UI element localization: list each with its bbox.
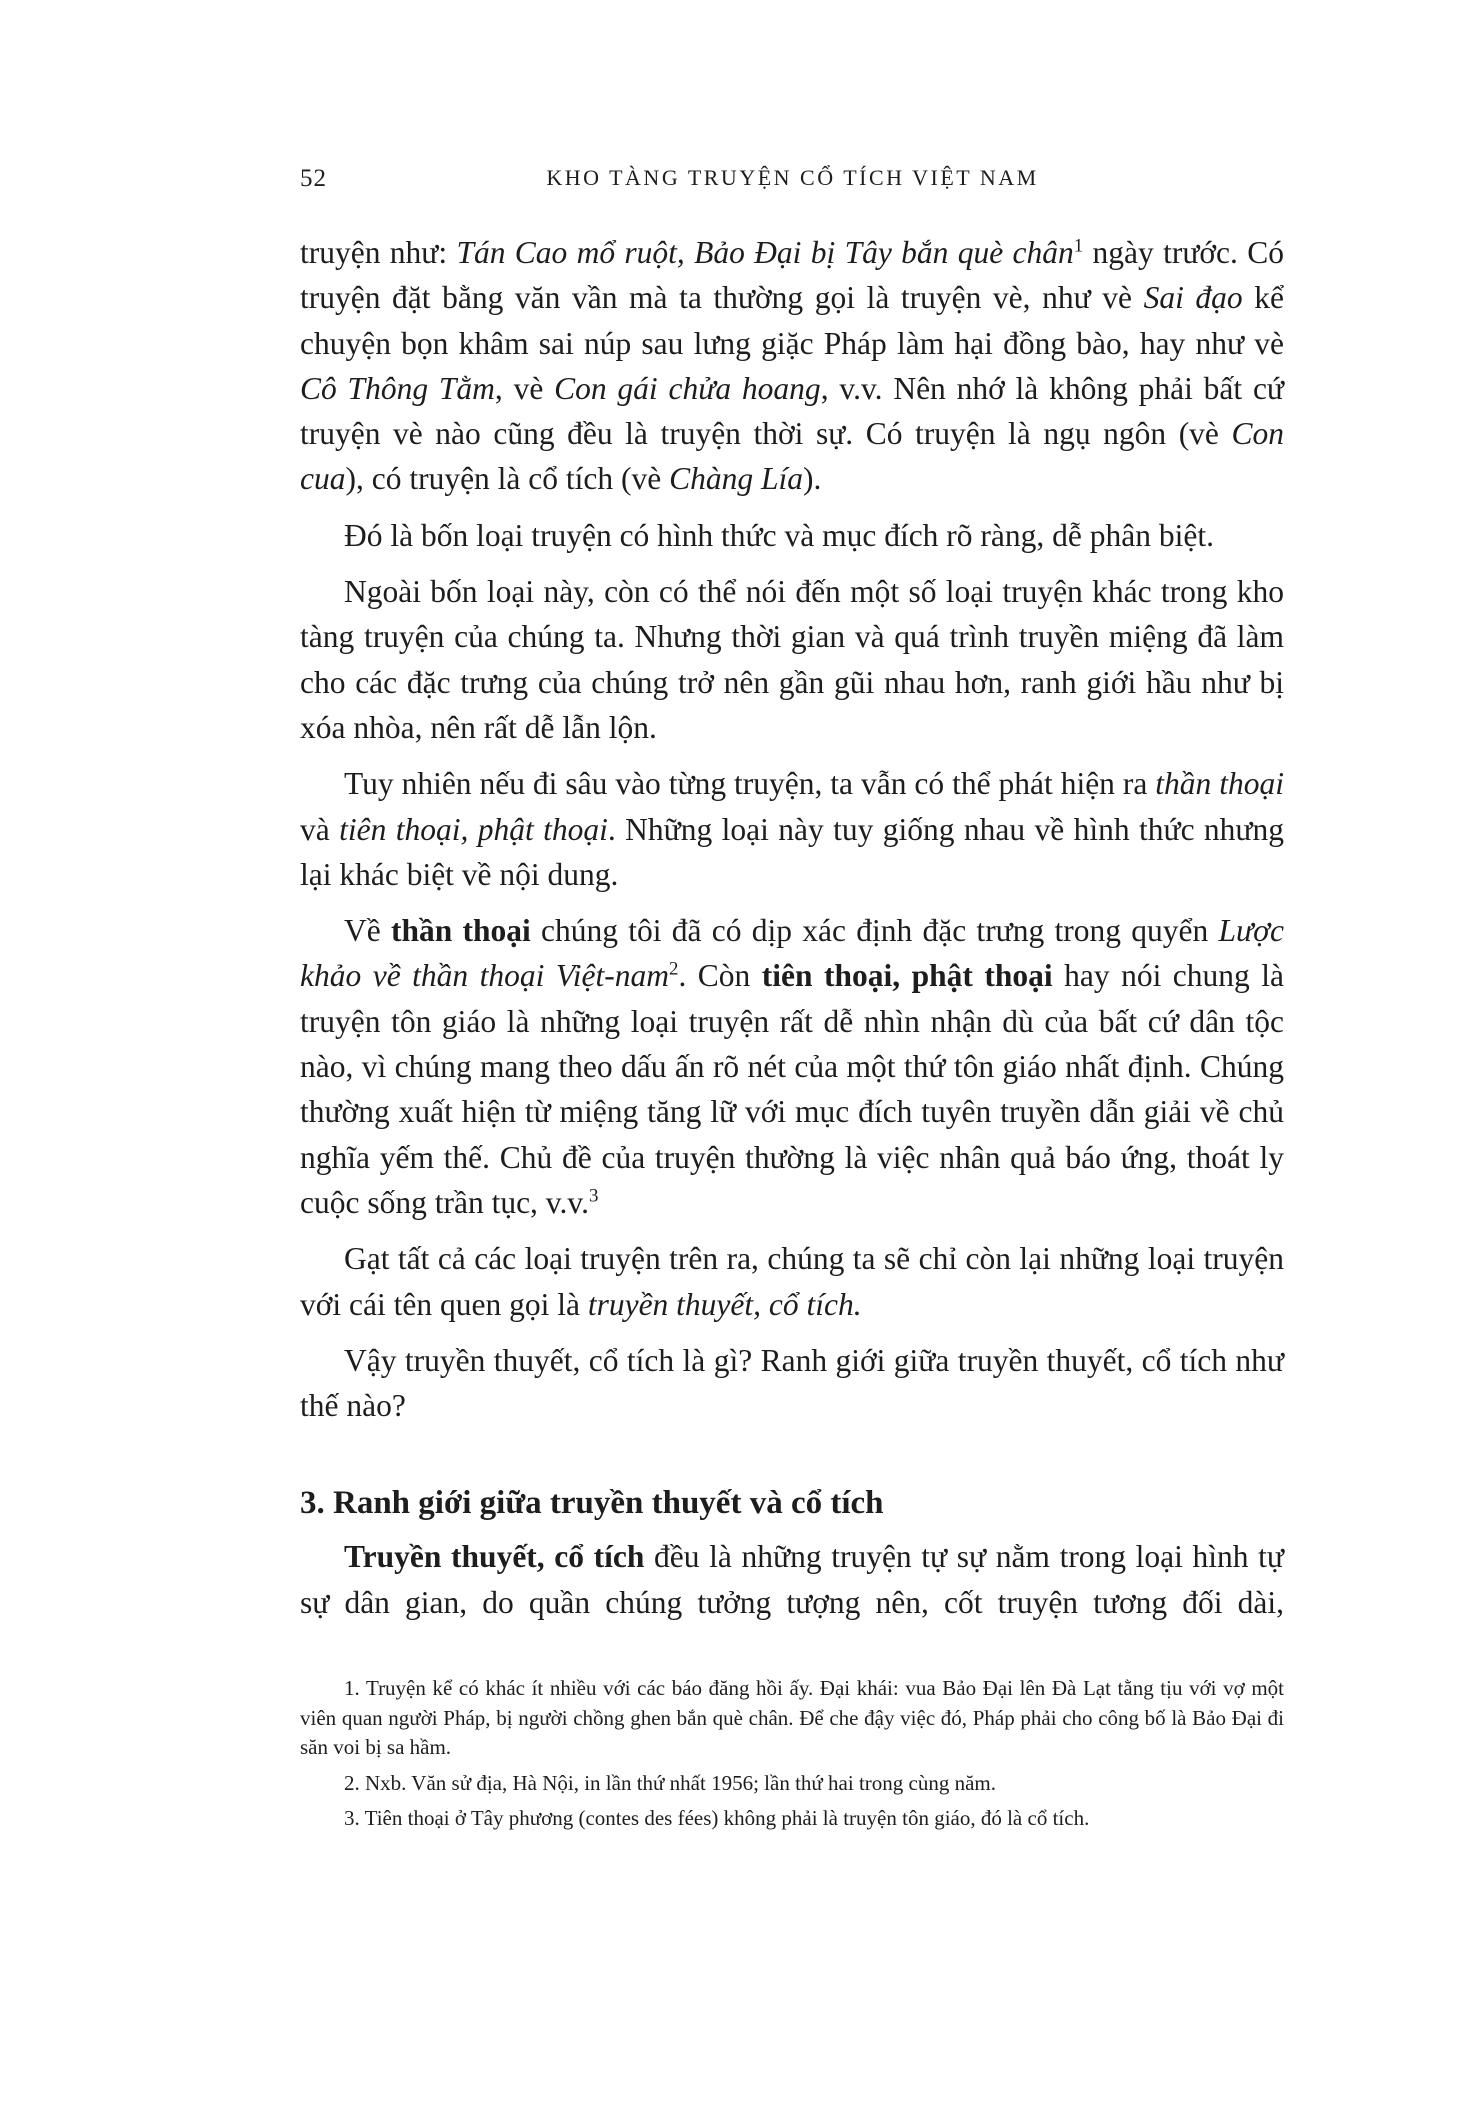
paragraph-1: [300, 230, 1284, 502]
footnote-ref-2: 2: [668, 959, 679, 981]
text-run: và: [300, 811, 340, 847]
italic-title: Cô Thông Tằm: [300, 370, 495, 406]
text-run: Tuy nhiên nếu đi sâu vào từng truyện, ta vẫn có thể phát hiện ra: [344, 766, 1156, 802]
paragraph-7: Vậy truyền thuyết, cổ tích là gì? Ranh giới giữa truyền thuyết, cổ tích như thế nào?: [300, 1342, 1284, 1424]
text-run: Về: [344, 913, 391, 949]
italic-title: Con cua: [300, 416, 1284, 497]
italic-term: truyền thuyết, cổ tích.: [587, 1286, 862, 1322]
text-run: ).: [803, 461, 822, 497]
italic-title: Sai đạo: [1143, 280, 1243, 316]
footnote-3: 3. Tiên thoại ở Tây phương (contes des fées) không phải là truyện tôn giáo, đó là cổ tích.: [344, 1806, 1090, 1830]
page-number: 52: [300, 165, 327, 192]
body-text: [300, 230, 1284, 1636]
text-run: . Những loại này tuy giống nhau về hình thức nhưng lại khác biệt về nội dung.: [300, 811, 1285, 892]
italic-title: Lược khảo về thần thoại Việt-nam: [300, 913, 1284, 994]
footnote-1: 1. Truyện kể có khác ít nhiều với các báo đăng hồi ấy. Đại khái: vua Bảo Đại lên Đà Lạt tằng tịu với vợ một viên quan người Pháp, bị người chồng ghen bắn què chân. Để che đậy việc đó, Pháp phải cho công bố là Bảo Đại đi săn voi bị sa hầm.: [300, 1676, 1284, 1759]
footnote-2: 2. Nxb. Văn sử địa, Hà Nội, in lần thứ nhất 1956; lần thứ hai trong cùng năm.: [344, 1770, 996, 1795]
paragraph-3: Ngoài bốn loại này, còn có thể nói đến một số loại truyện khác trong kho tàng truyện của chúng ta. Nhưng thời gian và quá trình truyền miệng đã làm cho các đặc trưng của chúng trở nên gần gũi nhau hơn, ranh giới hầu như bị xóa nhòa, nên rất dễ lẫn lộn.: [300, 574, 1284, 745]
italic-title: Con gái chửa hoang: [554, 370, 821, 406]
running-head: [300, 165, 1285, 195]
bold-term: thần thoại: [390, 913, 531, 949]
text-run: , vè: [494, 370, 555, 406]
text-run: truyện như:: [300, 235, 457, 270]
text-run: chúng tôi đã có dịp xác định đặc trưng trong quyển: [530, 913, 1219, 949]
text-run: Gạt tất cả các loại truyện trên ra, chúng ta sẽ chỉ còn lại những loại truyện với cái tên quen gọi là: [300, 1241, 1284, 1322]
paragraph-4: [300, 761, 1284, 897]
bold-term: tiên thoại, phật thoại: [761, 958, 1053, 994]
paragraph-2: Đó là bốn loại truyện có hình thức và mục đích rõ ràng, dễ phân biệt.: [344, 517, 1214, 553]
text-run: kể chuyện bọn khâm sai núp sau lưng giặc Pháp làm hại đồng bào, hay như vè: [300, 280, 1284, 361]
paragraph-5: [300, 908, 1284, 1225]
text-run: hay nói chung là truyện tôn giáo là những loại truyện rất dễ nhìn nhận dù của bất cứ dân tộc nào, vì chúng mang theo dấu ấn rõ nét của một thứ tôn giáo nhất định. Chúng thường xuất hiện từ miệng tăng lữ với mục đích tuyên truyền dẫn giải về chủ nghĩa yếm thế. Chủ đề của truyện thường là việc nhân quả báo ứng, thoát ly cuộc sống trần tục, v.v.: [300, 958, 1284, 1220]
italic-term: tiên thoại, phật thoại: [339, 811, 608, 847]
paragraph-8: [300, 1534, 1284, 1625]
text-run: . Còn: [678, 958, 762, 994]
footnote-ref-3: 3: [588, 1185, 599, 1207]
text-run: ), có truyện là cổ tích (vè: [345, 461, 670, 497]
footnote-ref-1: 1: [1073, 235, 1084, 257]
text-run: ngày trước. Có truyện đặt bằng văn vần mà ta thường gọi là truyện vè, như vè: [300, 235, 1284, 316]
text-run: đều là những truyện tự sự nằm trong loại hình tự sự dân gian, do quần chúng tưởng tượng nên, cốt truyện tương đối dài,: [300, 1539, 1284, 1620]
paragraph-6: [300, 1236, 1284, 1327]
italic-title: Tán Cao mổ ruột, Bảo Đại bị Tây bắn què chân: [456, 235, 1074, 270]
footnotes: [300, 1674, 1284, 1840]
section-heading: 3. Ranh giới giữa truyền thuyết và cổ tích: [300, 1485, 884, 1522]
book-title: KHO TÀNG TRUYỆN CỔ TÍCH VIỆT NAM: [546, 165, 1039, 190]
text-run: , v.v. Nên nhớ là không phải bất cứ truyện vè nào cũng đều là truyện thời sự. Có truyện là ngụ ngôn (vè: [300, 370, 1284, 452]
bold-term: Truyền thuyết, cổ tích: [344, 1539, 645, 1575]
italic-title: Chàng Lía: [669, 461, 804, 497]
italic-term: thần thoại: [1155, 766, 1284, 802]
